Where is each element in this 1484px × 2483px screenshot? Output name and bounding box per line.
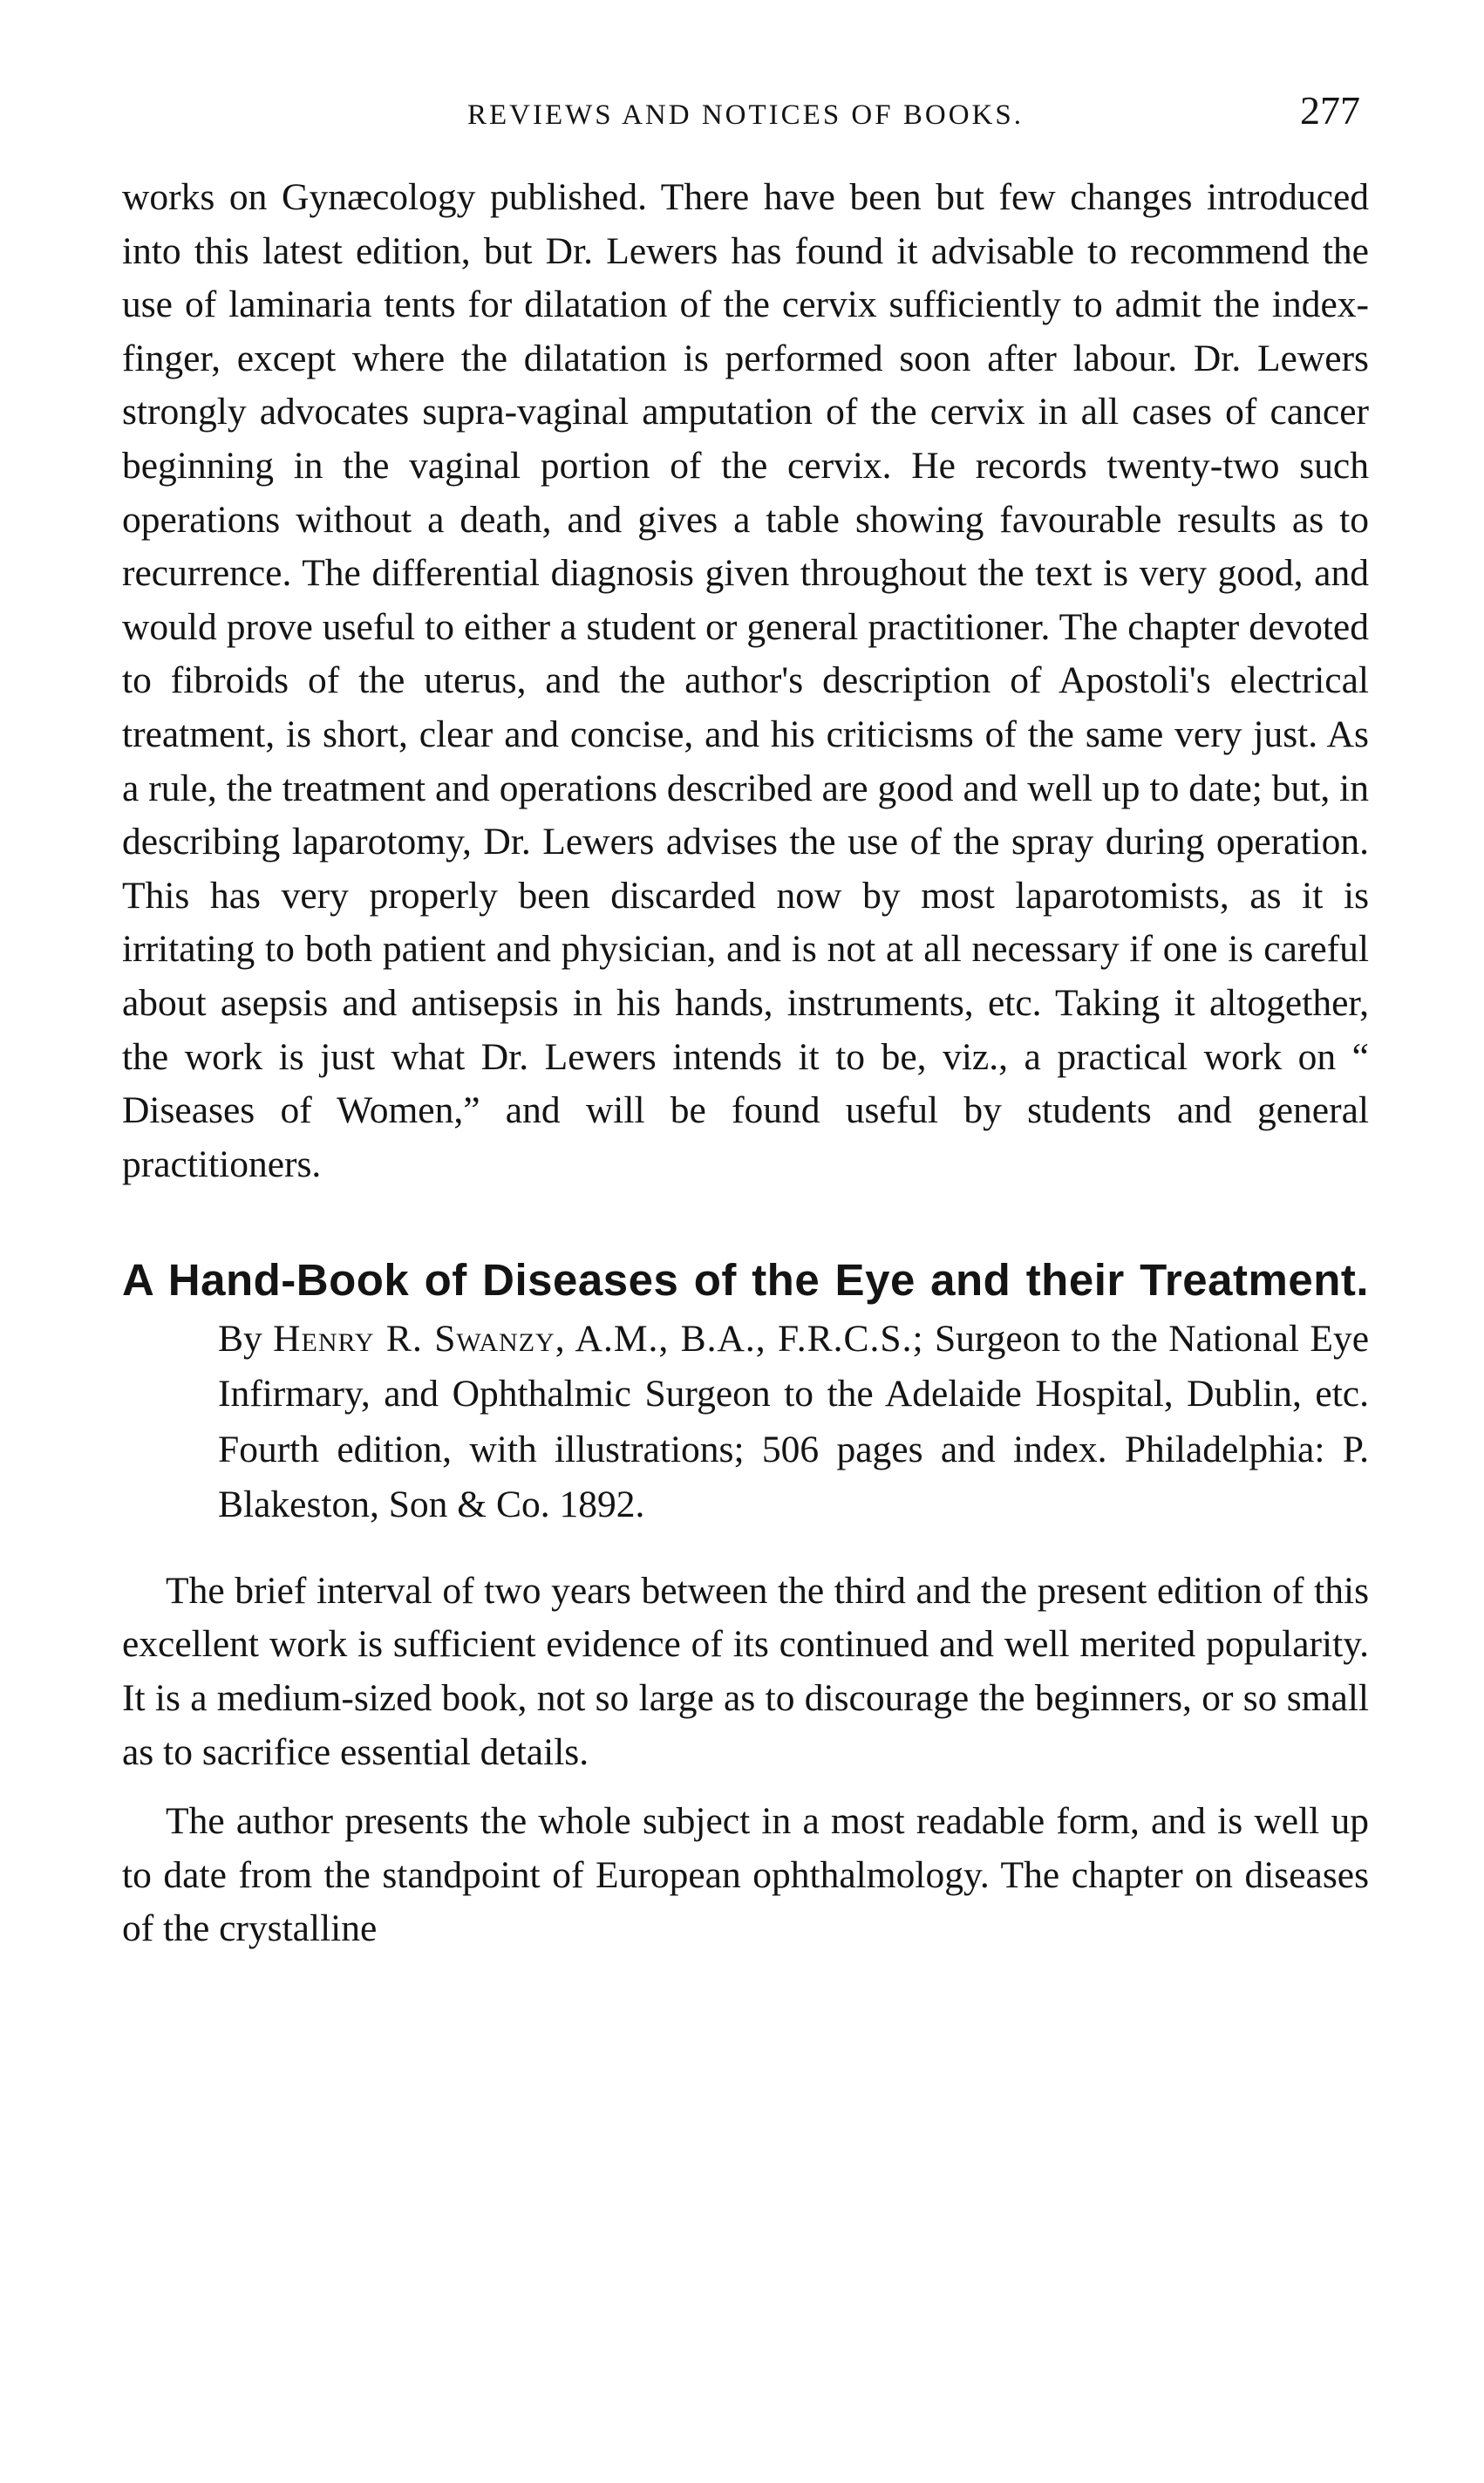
book-title: A Hand-Book of Diseases of the Eye and their Treatment. — [122, 1255, 1369, 1306]
review-paragraph-1: The brief interval of two years between the third and the present edition of this excellent work is sufficient evidence of its continued and well merited popularity. It is a medium-sized book, not so large as to discourage the beginners, or so small as to sacrifice essential details. — [122, 1569, 1369, 1773]
page-number: 277 — [1300, 88, 1360, 133]
book-author: Henry R. Swanzy, A.M., B.A., F.R.C.S.; — [273, 1317, 924, 1360]
book-entry — [122, 1252, 1369, 1533]
review-continuation-paragraph: works on Gynæcology published. There have been but few changes introduced into this latest edition, but Dr. Lewers has found it advisable to recommend the use of laminaria tents for dilatation of the cervix sufficiently to admit the index-finger, except where the dilatation is performed soon after labour. Dr. Lewers strongly advocates supra-vaginal amputation of the cervix in all cases of cancer beginning in the vaginal portion of the cervix. He records twenty-two such operations without a death, and gives a table showing favourable results as to recurrence. The differential diagnosis given throughout the text is very good, and would prove useful to either a student or general practitioner. The chapter devoted to fibroids of the uterus, and the author's description of Apostoli's electrical treatment, is short, clear and concise, and his criticisms of the same very just. As a rule, the treatment and operations described are good and well up to date; but, in describing laparotomy, Dr. Lewers advises the use of the spray during operation. This has very properly been discarded now by most laparotomists, as it is irritating to both patient and physician, and is not at all necessary if one is careful about asepsis and antisepsis in his hands, instruments, etc. Taking it altogether, the work is just what Dr. Lewers intends it to be, viz., a practical work on “ Diseases of Women,” and will be found useful by students and general practitioners. — [122, 176, 1369, 1185]
running-title: REVIEWS AND NOTICES OF BOOKS. — [467, 99, 1024, 131]
review-paragraph-2: The author presents the whole subject in a most readable form, and is well up to date from the standpoint of European ophthalmology. The chapter on diseases of the crystalline — [122, 1800, 1369, 1950]
book-citation — [122, 1252, 1369, 1533]
review-body — [122, 1565, 1369, 1956]
running-head — [122, 87, 1369, 143]
book-page — [122, 87, 1369, 1956]
book-details: Surgeon to the National Eye Infirmary, and Ophthalmic Surgeon to the Adelaide Hospital, Dublin, etc. Fourth edition, with illustrations; 506 pages and index. Philadelphia: P. Blakeston, Son & Co. 1892. — [218, 1317, 1370, 1526]
book-by: By — [218, 1317, 262, 1360]
